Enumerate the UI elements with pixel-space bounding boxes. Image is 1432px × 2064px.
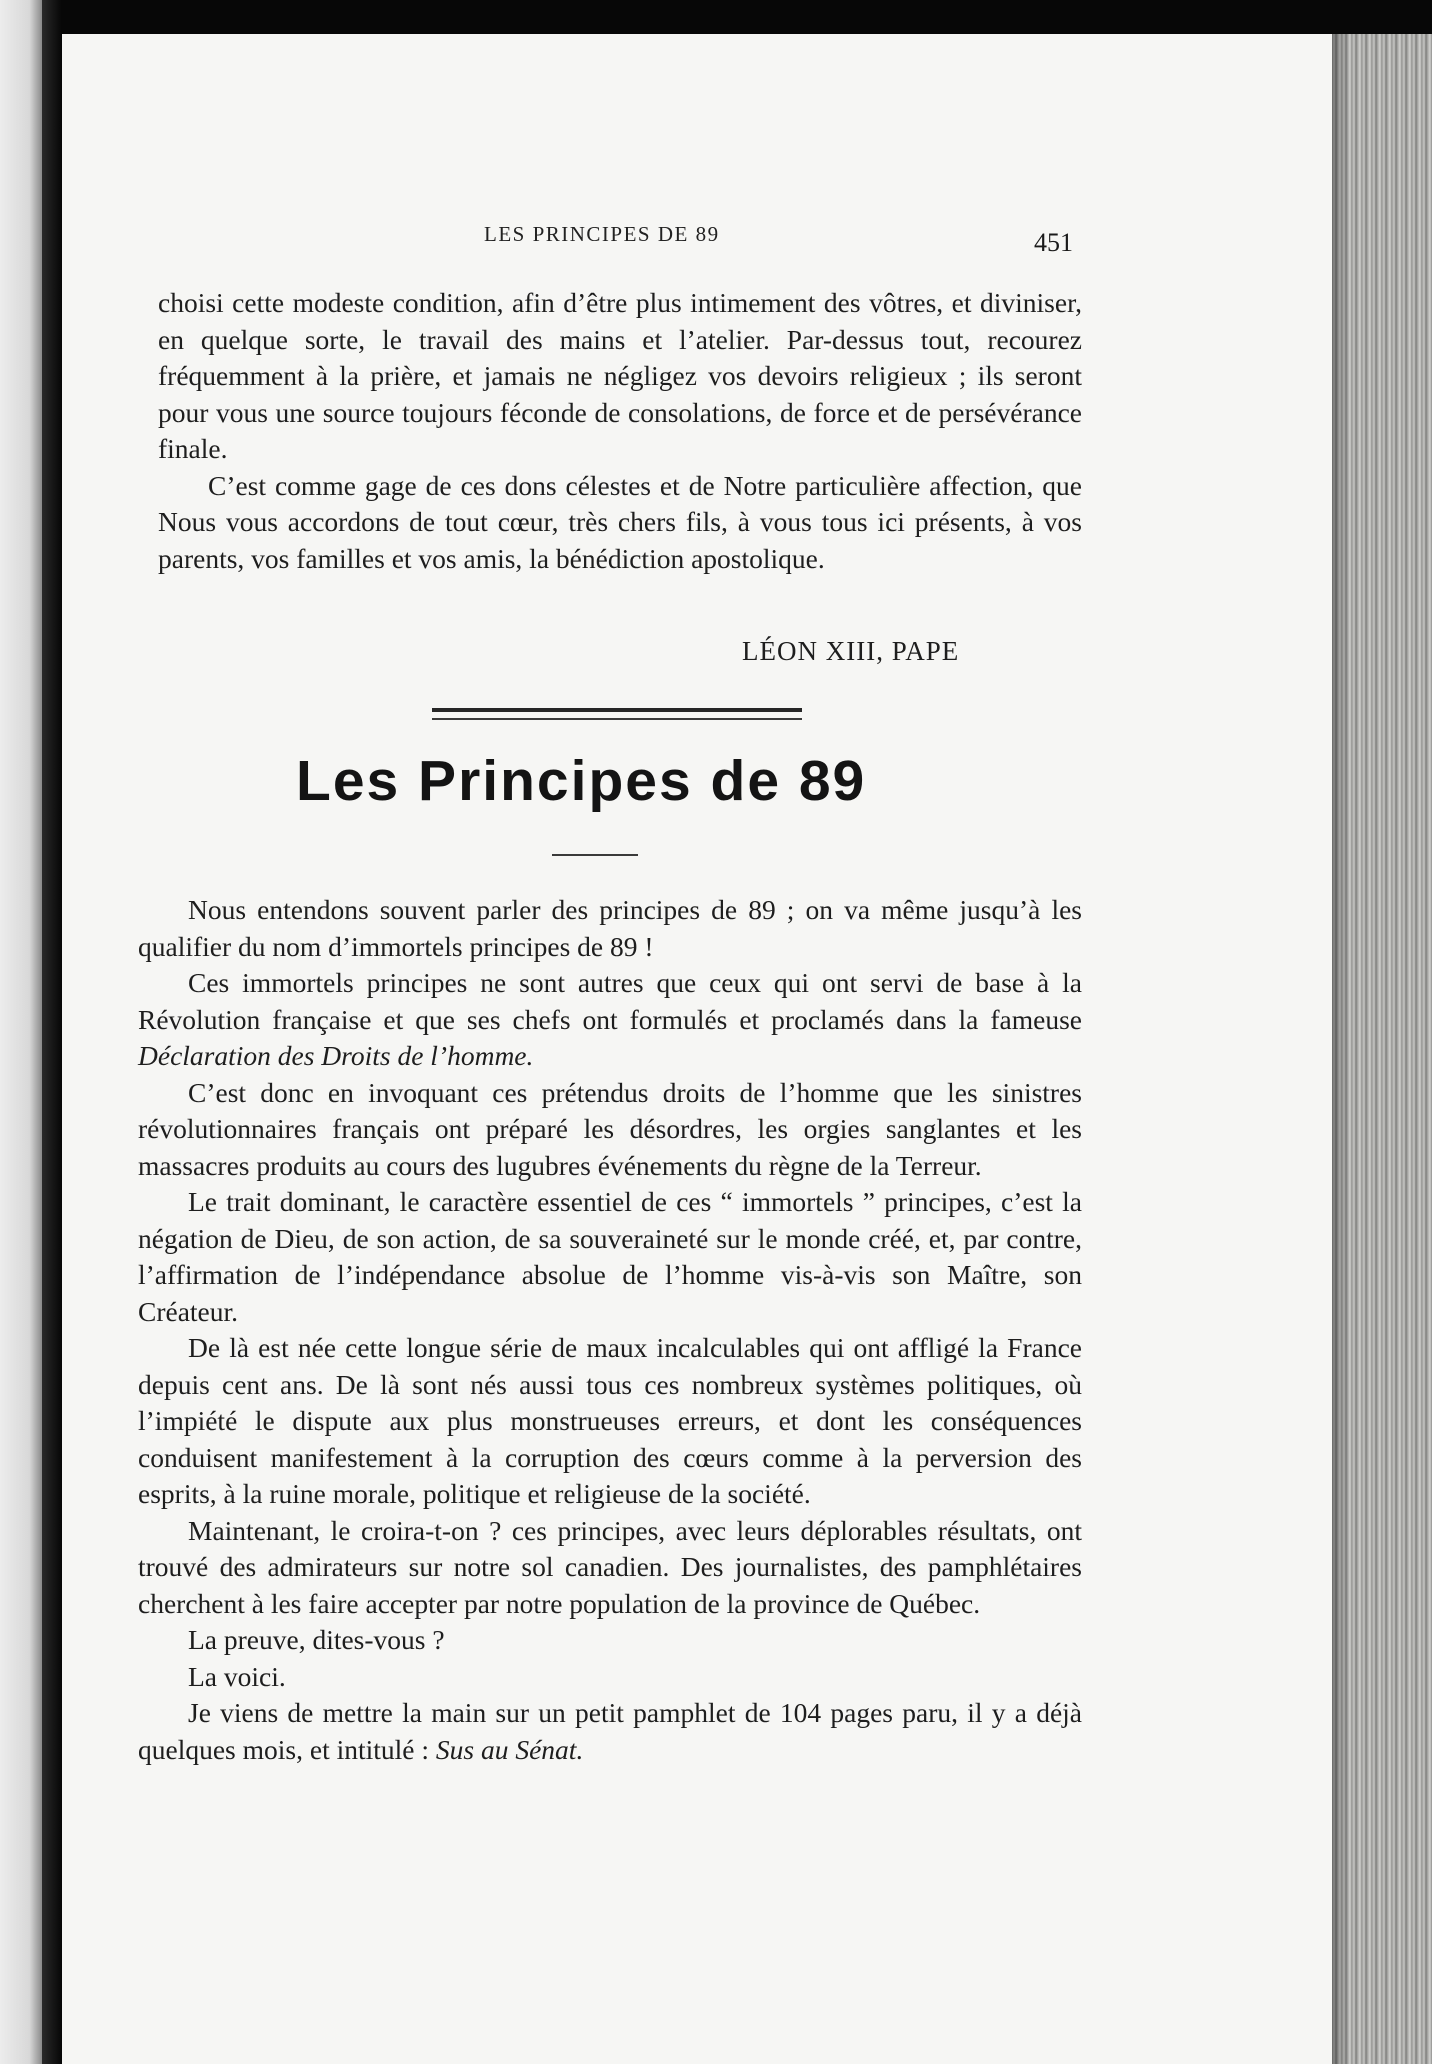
letter-paragraph: choisi cette modeste condition, afin d’être plus intimement des vôtres, et diviniser, en quelque sorte, le travail des mains et l’atelier. Par-dessus tout, recourez fréquemment à la prière, et jamais ne négligez vos devoirs religieux ; ils seront pour vous une source toujours féconde de consolations, de force et de persévérance finale. [158, 287, 1082, 464]
scan-border-top [62, 0, 1432, 34]
section-divider [432, 718, 802, 720]
title-underline [552, 854, 638, 856]
article-paragraph: La preuve, dites-vous ? [188, 1624, 445, 1655]
facing-page-edge [0, 0, 42, 2064]
article-body [138, 892, 1082, 1768]
section-divider [432, 708, 802, 712]
book-gutter [42, 0, 62, 2064]
article-text: Ces immortels principes ne sont autres que ceux qui ont servi de base à la Révolution française et que ses chefs ont formulés et proclamés dans la fameuse [138, 967, 1082, 1035]
article-paragraph: Nous entendons souvent parler des principes de 89 ; on va même jusqu’à les qualifier du nom d’immortels principes de 89 ! [138, 894, 1082, 962]
article-paragraph: C’est donc en invoquant ces prétendus droits de l’homme que les sinistres révolutionnaires français ont préparé les désordres, les orgies sanglantes et les massacres produits au cours des lugubres événements du règne de la Terreur. [138, 1076, 1082, 1181]
article-paragraph [138, 965, 1082, 1075]
article-text: Je viens de mettre la main sur un petit pamphlet de 104 pages paru, il y a déjà quelques mois, et intitulé : [138, 1697, 1082, 1765]
article-paragraph: La voici. [188, 1660, 286, 1692]
article-paragraph: Le trait dominant, le caractère essentiel de ces “ immortels ” principes, c’est la négation de Dieu, de son action, de sa souveraineté sur le monde créé, et, par contre, l’affirmation de l’indépendance absolue de l’homme vis-à-vis son Maître, son Créateur. [138, 1186, 1082, 1327]
page-number: 451 [1034, 228, 1073, 257]
article-paragraph [138, 1695, 1082, 1768]
declaration-title: Déclaration des Droits de l’homme. [138, 1040, 534, 1071]
article-paragraph: Maintenant, le croira-t-on ? ces principes, avec leurs déplorables résultats, ont trouvé des admirateurs sur notre sol canadien. Des journalistes, des pamphlétaires cherchent à les faire accepter par notre population de la province de Québec. [138, 1514, 1082, 1619]
letter-paragraph: C’est comme gage de ces dons célestes et de Notre particulière affection, que Nous vous accordons de tout cœur, très chers fils, à vous tous ici présents, à vos parents, vos familles et vos amis, la bénédiction apostolique. [158, 469, 1082, 574]
pamphlet-title: Sus au Sénat. [435, 1733, 584, 1765]
article-title: Les Principes de 89 [296, 749, 867, 813]
signature: LÉON XIII, PAPE [742, 636, 960, 666]
letter-body [158, 285, 1082, 577]
page-stack-edges [1332, 34, 1432, 2064]
running-head: LES PRINCIPES DE 89 [484, 222, 720, 246]
article-paragraph: De là est née cette longue série de maux incalculables qui ont affligé la France depuis cent ans. De là sont nés aussi tous ces nombreux systèmes politiques, où l’impiété le dispute aux plus monstrueuses erreurs, et dont les conséquences conduisent manifestement à la corruption des cœurs comme à la perversion des esprits, à la ruine morale, politique et religieuse de la société. [138, 1332, 1082, 1509]
